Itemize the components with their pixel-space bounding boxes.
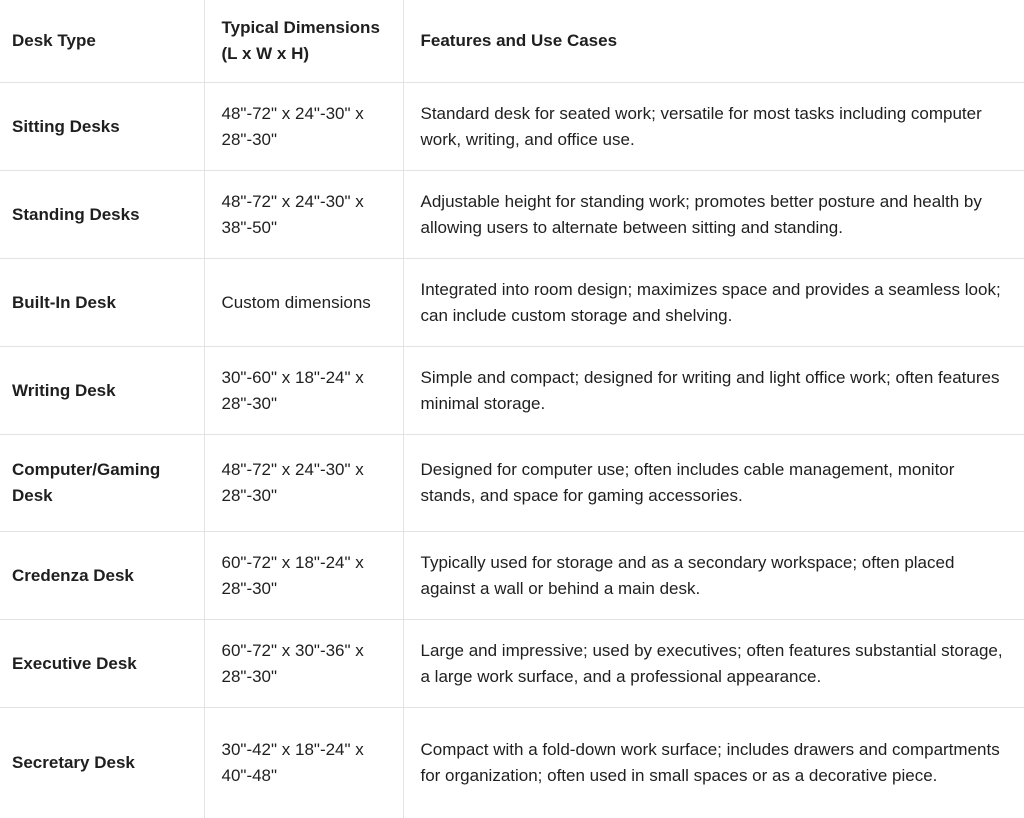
desk-type-cell: Computer/Gaming Desk	[0, 435, 204, 532]
desk-type-cell: Credenza Desk	[0, 532, 204, 620]
table-row	[0, 708, 1024, 818]
table-row	[0, 532, 1024, 620]
header-desk-type: Desk Type	[0, 0, 204, 83]
features-cell: Standard desk for seated work; versatile for most tasks including computer work, writing, and office use.	[403, 83, 1024, 171]
dimensions-cell: 60"-72" x 18"-24" x 28"-30"	[204, 532, 403, 620]
features-cell: Integrated into room design; maximizes space and provides a seamless look; can include custom storage and shelving.	[403, 259, 1024, 347]
desk-type-cell: Secretary Desk	[0, 708, 204, 818]
features-cell: Large and impressive; used by executives; often features substantial storage, a large work surface, and a professional appearance.	[403, 620, 1024, 708]
features-cell: Adjustable height for standing work; promotes better posture and health by allowing users to alternate between sitting and standing.	[403, 171, 1024, 259]
dimensions-cell: 48"-72" x 24"-30" x 28"-30"	[204, 435, 403, 532]
features-cell: Compact with a fold-down work surface; includes drawers and compartments for organization; often used in small spaces or as a decorative piece.	[403, 708, 1024, 818]
table-row	[0, 171, 1024, 259]
dimensions-cell: 30"-60" x 18"-24" x 28"-30"	[204, 347, 403, 435]
header-dimensions-line1: Typical Dimensions	[222, 18, 380, 37]
dimensions-cell: 48"-72" x 24"-30" x 38"-50"	[204, 171, 403, 259]
dimensions-cell: 48"-72" x 24"-30" x 28"-30"	[204, 83, 403, 171]
desk-type-cell: Writing Desk	[0, 347, 204, 435]
dimensions-cell: Custom dimensions	[204, 259, 403, 347]
header-dimensions	[204, 0, 403, 83]
table-row	[0, 620, 1024, 708]
table-row	[0, 259, 1024, 347]
desk-type-cell: Sitting Desks	[0, 83, 204, 171]
table-header-row	[0, 0, 1024, 83]
header-dimensions-line2: (L x W x H)	[222, 44, 310, 63]
features-cell: Simple and compact; designed for writing and light office work; often features minimal storage.	[403, 347, 1024, 435]
table-row	[0, 435, 1024, 532]
features-cell: Typically used for storage and as a secondary workspace; often placed against a wall or behind a main desk.	[403, 532, 1024, 620]
dimensions-cell: 60"-72" x 30"-36" x 28"-30"	[204, 620, 403, 708]
table-row	[0, 347, 1024, 435]
desk-type-cell: Executive Desk	[0, 620, 204, 708]
features-cell: Designed for computer use; often includes cable management, monitor stands, and space for gaming accessories.	[403, 435, 1024, 532]
table-row	[0, 83, 1024, 171]
desk-type-cell: Built-In Desk	[0, 259, 204, 347]
desk-type-cell: Standing Desks	[0, 171, 204, 259]
dimensions-cell: 30"-42" x 18"-24" x 40"-48"	[204, 708, 403, 818]
header-features: Features and Use Cases	[403, 0, 1024, 83]
